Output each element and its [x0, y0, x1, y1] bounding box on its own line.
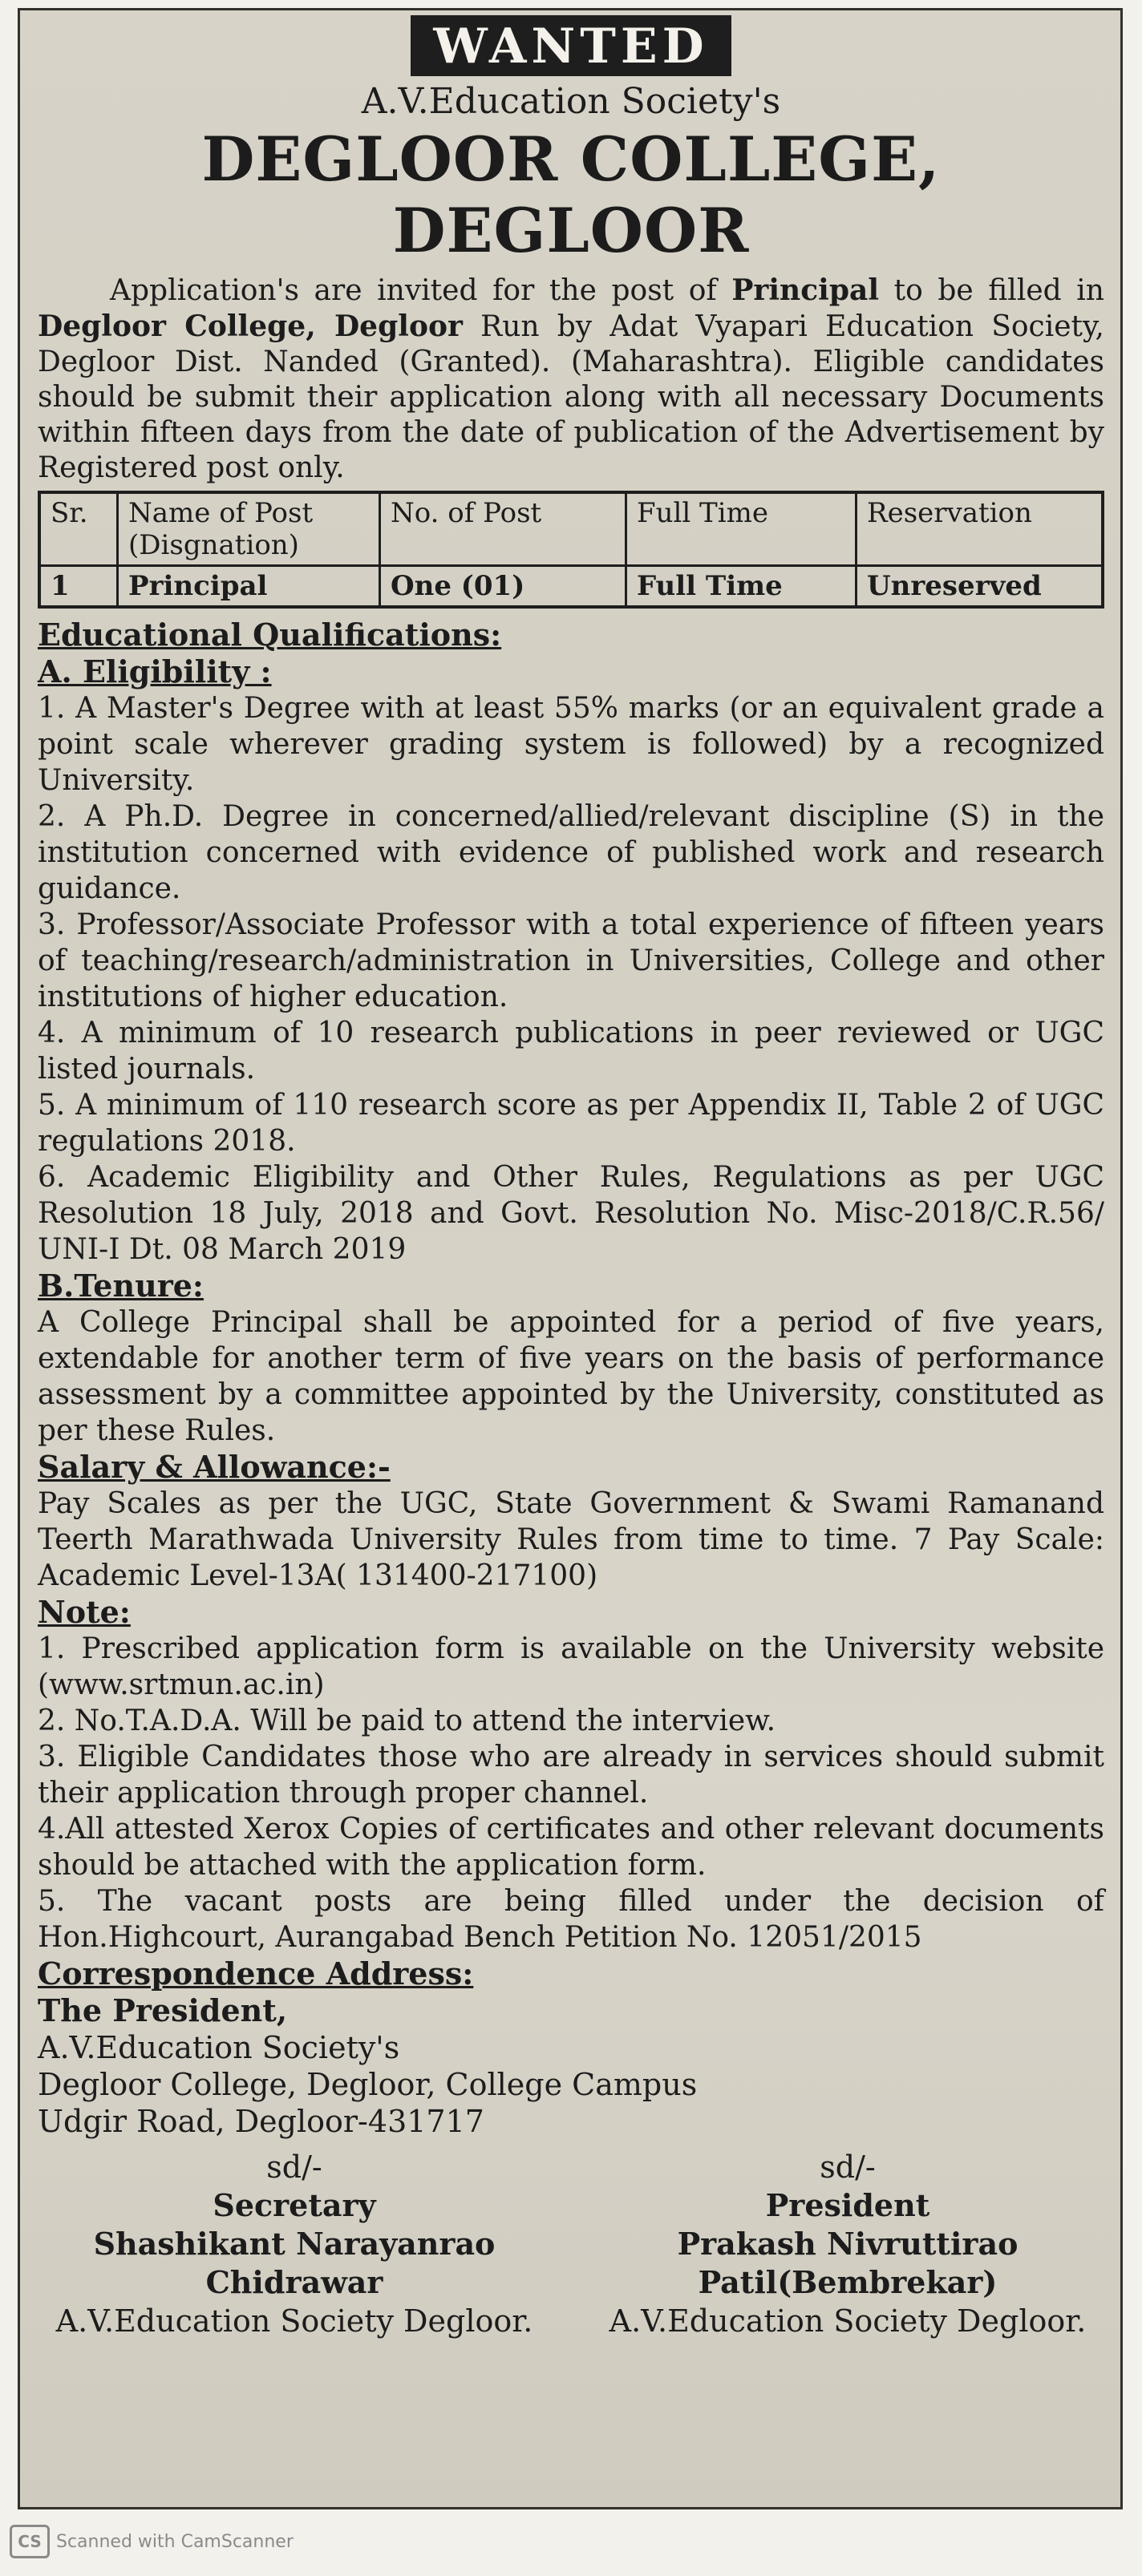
table-header-row — [39, 492, 1103, 566]
signatory-name: Prakash Nivruttirao — [677, 2226, 1018, 2262]
signature-block — [38, 2148, 1104, 2340]
signatory-name: Chidrawar — [205, 2264, 383, 2300]
table-row — [39, 566, 1103, 608]
intro-text-3: to be filled in — [879, 274, 1104, 307]
signatory-org: A.V.Education Society Degloor. — [609, 2303, 1087, 2339]
secretary-signature — [38, 2148, 551, 2340]
eligibility-item: 2. A Ph.D. Degree in concerned/allied/relevant discipline (S) in the institution concerned with evidence of published work and research guidance. — [38, 800, 1104, 905]
note-section — [38, 1594, 1104, 1955]
note-item: 2. No.T.A.D.A. Will be paid to attend the interview. — [38, 1705, 776, 1737]
qualifications-heading: Educational Qualifications: — [38, 617, 502, 653]
intro-text-1: Application's are invited for the post of — [110, 274, 732, 307]
signatory-title: President — [765, 2187, 930, 2223]
table-header-cell: Sr. — [39, 492, 118, 566]
address-heading: Correspondence Address: — [38, 1955, 474, 1992]
intro-paragraph — [38, 273, 1104, 486]
eligibility-item: 6. Academic Eligibility and Other Rules, Regulations as per UGC Resolution 18 July, 2018 and Govt. Resolution No. Misc-2018/C.R.56/ UNI-I Dt. 08 March 2019 — [38, 1161, 1104, 1266]
table-header-cell: Full Time — [626, 492, 856, 566]
note-item: 3. Eligible Candidates those who are already in services should submit their application through proper channel. — [38, 1741, 1104, 1810]
salary-text: Pay Scales as per the UGC, State Government & Swami Ramanand Teerth Marathwada University Rules from time to time. 7 Pay Scale: Academic Level-13A( 131400-217100) — [38, 1487, 1104, 1592]
president-signature — [591, 2148, 1104, 2340]
eligibility-item: 4. A minimum of 10 research publications in peer reviewed or UGC listed journals. — [38, 1017, 1104, 1086]
signatory-name: Patil(Bembrekar) — [698, 2264, 998, 2300]
signatory-org: A.V.Education Society Degloor. — [55, 2303, 533, 2339]
tenure-heading: B.Tenure: — [38, 1268, 204, 1304]
eligibility-item: 1. A Master's Degree with at least 55% marks (or an equivalent grade a point scale wherever grading system is followed) by a recognized University. — [38, 692, 1104, 797]
advertisement-body — [38, 15, 1104, 2340]
eligibility-heading: A. Eligibility : — [38, 653, 272, 689]
table-cell: Principal — [118, 566, 380, 608]
intro-text-5: Run by Adat Vyapari Education Society, Degloor Dist. Nanded (Granted). (Maharashtra). Eligible candidates should be submit their application along with all necessary Documents within fifteen days from the date of publication of the Advertisement by Registered post only. — [38, 310, 1104, 484]
camscanner-logo-icon: CS — [10, 2525, 50, 2558]
tenure-section — [38, 1268, 1104, 1449]
table-header-cell: Name of Post (Disgnation) — [118, 492, 380, 566]
address-line: Udgir Road, Degloor-431717 — [38, 2104, 484, 2139]
address-line: A.V.Education Society's — [38, 2030, 400, 2065]
salary-heading: Salary & Allowance:- — [38, 1449, 391, 1485]
table-cell: Full Time — [626, 566, 856, 608]
college-title: DEGLOOR COLLEGE, DEGLOOR — [201, 123, 941, 266]
eligibility-item: 3. Professor/Associate Professor with a total experience of fifteen years of teaching/research/administration in Universities, College and other institutions of higher education. — [38, 908, 1104, 1013]
note-item: 5. The vacant posts are being filled under the decision of Hon.Highcourt, Aurangabad Bench Petition No. 12051/2015 — [38, 1885, 1104, 1954]
sd-mark: sd/- — [266, 2149, 322, 2185]
correspondence-address — [38, 1955, 1104, 2140]
signatory-title: Secretary — [213, 2187, 376, 2223]
newspaper-clipping — [18, 8, 1123, 2509]
wanted-banner: WANTED — [411, 15, 731, 76]
table-header-cell: Reservation — [856, 492, 1104, 566]
table-header-cell: No. of Post — [380, 492, 626, 566]
society-name: A.V.Education Society's — [361, 81, 781, 122]
eligibility-item: 5. A minimum of 110 research score as per Appendix II, Table 2 of UGC regulations 2018. — [38, 1089, 1104, 1158]
table-cell: One (01) — [380, 566, 626, 608]
tenure-text: A College Principal shall be appointed for a period of five years, extendable for another term of five years on the basis of performance assessment by a committee appointed by the University, constituted as per these Rules. — [38, 1306, 1104, 1447]
banner-wrap — [38, 15, 1104, 76]
scanner-watermark — [10, 2525, 294, 2558]
note-heading: Note: — [38, 1594, 131, 1630]
note-item: 1. Prescribed application form is available on the University website (www.srtmun.ac.in) — [38, 1632, 1104, 1701]
intro-post: Principal — [731, 273, 879, 307]
intro-college: Degloor College, Degloor — [38, 309, 463, 343]
qualifications-section — [38, 617, 1104, 1268]
address-line: Degloor College, Degloor, College Campus — [38, 2067, 698, 2102]
salary-section — [38, 1449, 1104, 1594]
posts-table — [38, 491, 1104, 609]
address-line: The President, — [38, 1992, 288, 2028]
signatory-name: Shashikant Narayanrao — [93, 2226, 496, 2262]
table-cell: 1 — [39, 566, 118, 608]
table-cell: Unreserved — [856, 566, 1104, 608]
watermark-text: Scanned with CamScanner — [56, 2531, 294, 2552]
note-item: 4.All attested Xerox Copies of certificates and other relevant documents should be attached with the application form. — [38, 1813, 1104, 1882]
sd-mark: sd/- — [820, 2149, 876, 2185]
